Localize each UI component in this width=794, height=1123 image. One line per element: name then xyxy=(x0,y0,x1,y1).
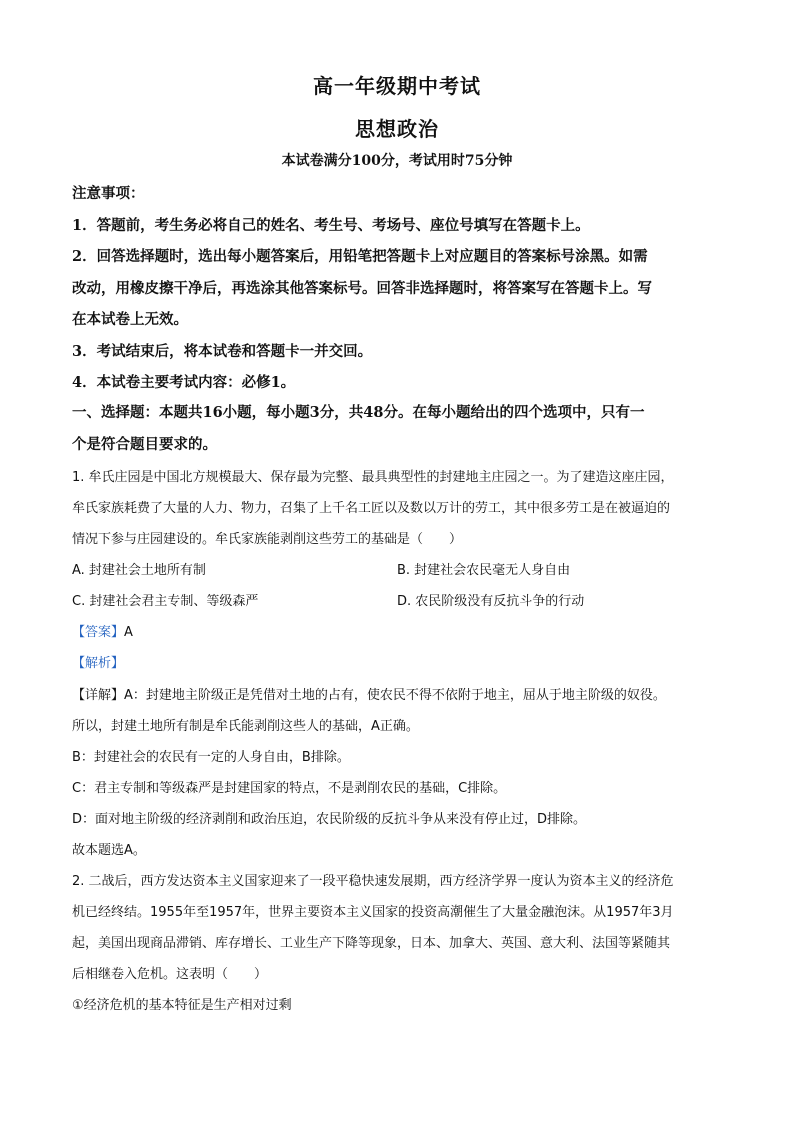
q2-stem-line-1: 2. 二战后，西方发达资本主义国家迎来了一段平稳快速发展期，西方经济学界一度认为资本主义的经济危 xyxy=(72,874,674,889)
section-heading-line-2: 个是符合题目要求的。 xyxy=(72,436,217,453)
q1-option-a: A. 封建社会土地所有制 xyxy=(72,563,206,578)
answer-value: A xyxy=(124,625,133,640)
q1-detail-line-1: 【详解】A：封建地主阶级正是凭借对土地的占有，使农民不得不依附于地主，屈从于地主阶级的奴役。 xyxy=(72,688,666,703)
q1-option-c: C. 封建社会君主专制、等级森严 xyxy=(72,594,259,609)
q1-detail-line-6: 故本题选A。 xyxy=(72,843,146,858)
note-line-5: 3．考试结束后，将本试卷和答题卡一并交回。 xyxy=(72,343,373,360)
note-line-4: 在本试卷上无效。 xyxy=(72,311,188,328)
answer-label: 【答案】 xyxy=(72,625,125,640)
q1-answer xyxy=(72,621,722,640)
exam-title: 高一年级期中考试 xyxy=(313,74,481,98)
q2-stem-line-3: 起，美国出现商品滞销、库存增长、工业生产下降等现象，日本、加拿大、英国、意大利、法国等紧随其 xyxy=(72,936,671,951)
note-line-6: 4．本试卷主要考试内容：必修1。 xyxy=(72,374,296,391)
note-line-2: 2．回答选择题时，选出每小题答案后，用铅笔把答题卡上对应题目的答案标号涂黑。如需 xyxy=(72,248,648,265)
q1-detail-line-4: C：君主专制和等级森严是封建国家的特点，不是剥削农民的基础，C排除。 xyxy=(72,781,507,796)
q2-stem-line-2: 机已经终结。1955年至1957年，世界主要资本主义国家的投资高潮催生了大量金融泡沫。从1957年3月 xyxy=(72,905,674,920)
q1-option-d: D. 农民阶级没有反抗斗争的行动 xyxy=(397,594,585,609)
q1-stem-line-1: 1. 牟氏庄园是中国北方规模最大、保存最为完整、最具典型性的封建地主庄园之一。为了建造这座庄园， xyxy=(72,470,674,485)
q1-analysis-label xyxy=(72,652,722,671)
q1-stem-line-2: 牟氏家族耗费了大量的人力、物力，召集了上千名工匠以及数以万计的劳工，其中很多劳工是在被逼迫的 xyxy=(72,501,671,516)
q1-option-b: B. 封建社会农民毫无人身自由 xyxy=(397,563,571,578)
q1-detail-line-2: 所以，封建土地所有制是牟氏能剥削这些人的基础，A正确。 xyxy=(72,719,419,734)
q2-stem-line-4: 后相继卷入危机。这表明（ ） xyxy=(72,967,268,982)
note-line-3: 改动，用橡皮擦干净后，再选涂其他答案标号。回答非选择题时，将答案写在答题卡上。写 xyxy=(72,280,652,297)
note-line-1: 1．答题前，考生务必将自己的姓名、考生号、考场号、座位号填写在答题卡上。 xyxy=(72,217,590,234)
exam-info: 本试卷满分100分，考试用时75分钟 xyxy=(281,153,513,169)
section-heading-line-1: 一、选择题：本题共16小题，每小题3分，共48分。在每小题给出的四个选项中，只有一 xyxy=(72,404,645,421)
analysis-label: 【解析】 xyxy=(72,656,125,671)
q1-detail-line-5: D：面对地主阶级的经济剥削和政治压迫，农民阶级的反抗斗争从来没有停止过，D排除。 xyxy=(72,812,587,827)
q1-stem-line-3: 情况下参与庄园建设的。牟氏家族能剥削这些劳工的基础是（ ） xyxy=(72,532,463,547)
q1-detail-line-3: B：封建社会的农民有一定的人身自由，B排除。 xyxy=(72,750,350,765)
notes-heading: 注意事项： xyxy=(72,185,145,202)
q2-statement-1: ①经济危机的基本特征是生产相对过剩 xyxy=(72,998,292,1013)
subject-title: 思想政治 xyxy=(355,117,439,141)
